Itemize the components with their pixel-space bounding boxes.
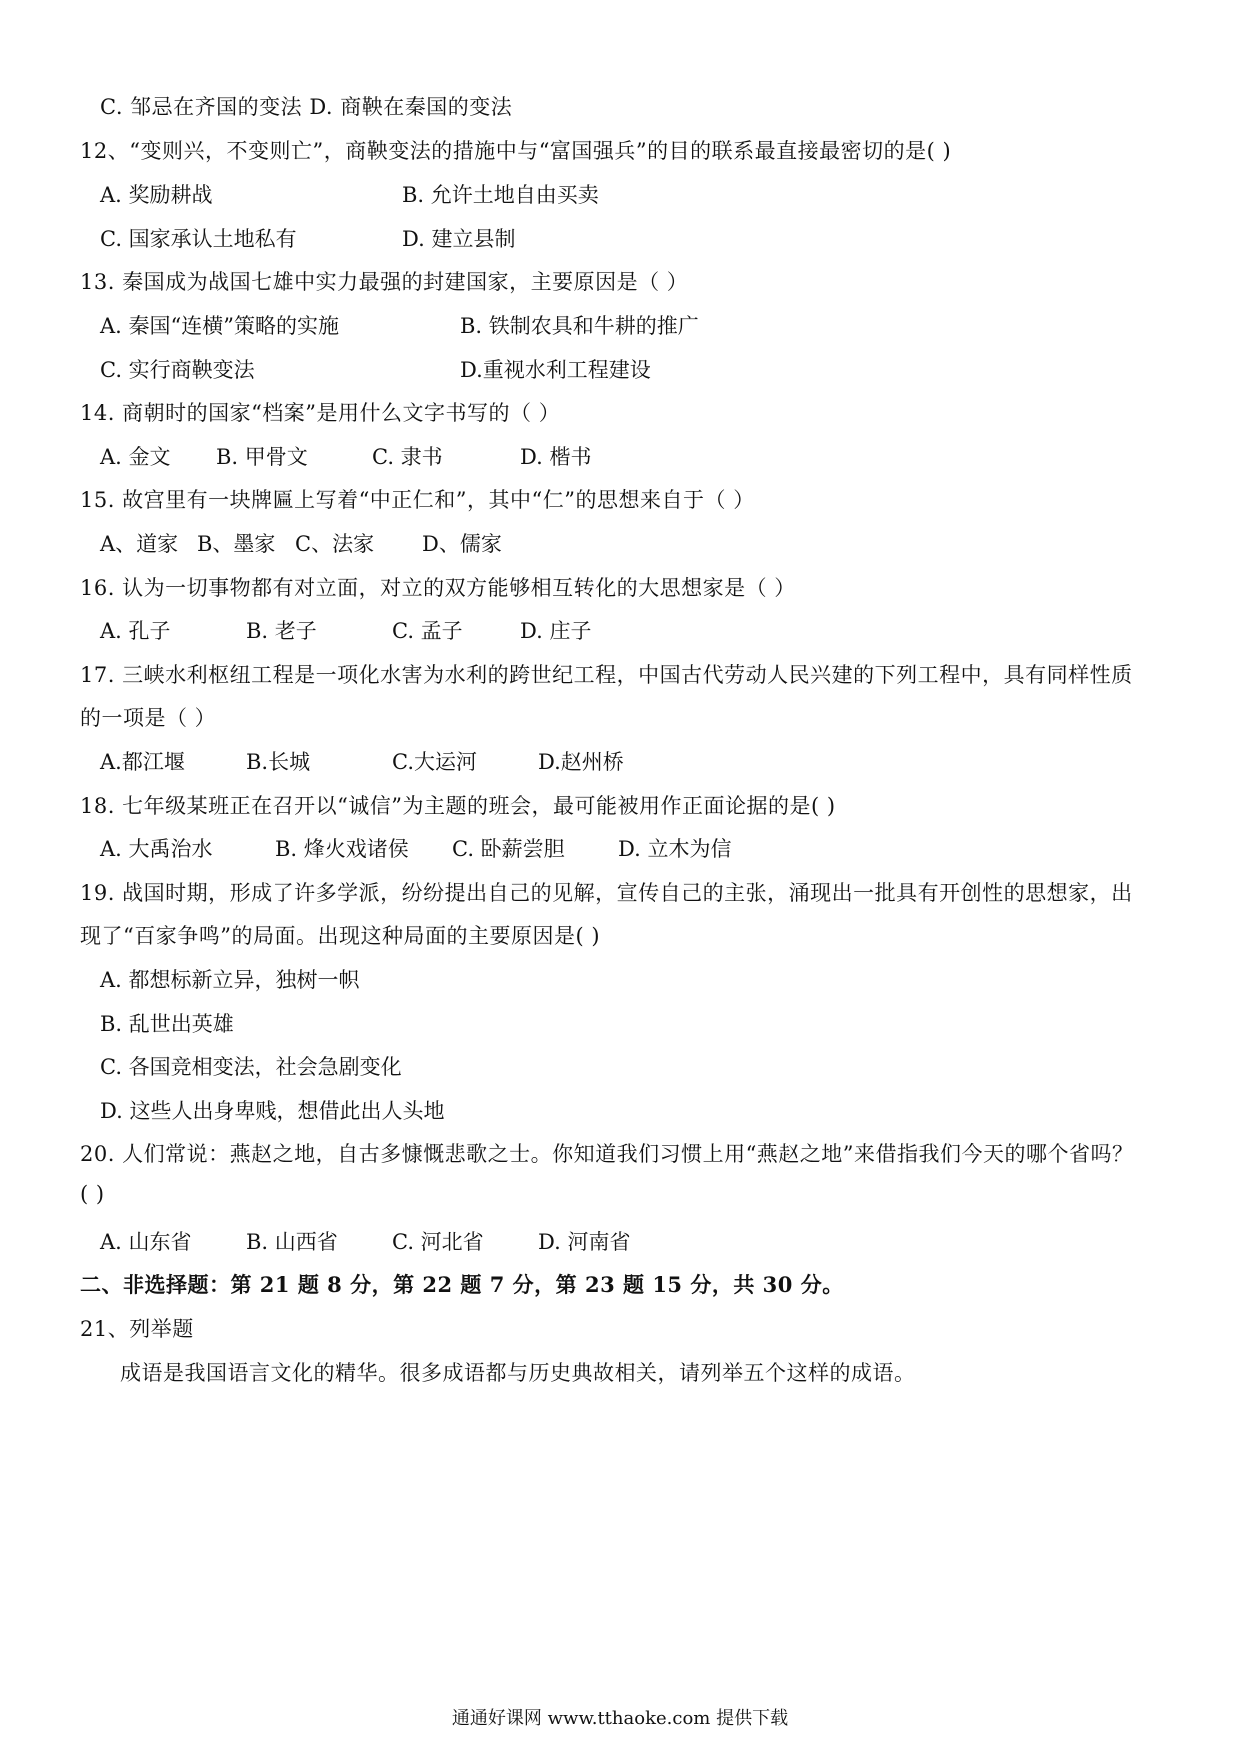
question-20: 20. 人们常说：燕赵之地，自古多慷慨悲歌之士。你知道我们习惯上用“燕赵之地”来借指我们今天的哪个省吗？ xyxy=(80,1142,1134,1166)
q13-option-a: A. 秦国“连横”策略的实施 xyxy=(100,314,339,338)
q19-option-c: C. 各国竞相变法，社会急剧变化 xyxy=(100,1055,402,1079)
q16-option-d: D. 庄子 xyxy=(520,619,592,643)
q14-option-d: D. 楷书 xyxy=(520,445,592,469)
q11-options-cd: C. 邹忌在齐国的变法 D. 商鞅在秦国的变法 xyxy=(100,95,513,119)
q20-option-d: D. 河南省 xyxy=(538,1230,631,1254)
q15-option-a: A、道家 xyxy=(100,532,179,556)
q12-option-d: D. 建立县制 xyxy=(402,227,516,251)
q18-option-c: C. 卧薪尝胆 xyxy=(452,837,565,861)
q14-option-c: C. 隶书 xyxy=(372,445,443,469)
question-19-cont: 现了“百家争鸣”的局面。出现这种局面的主要原因是( ) xyxy=(80,924,601,948)
q12-option-a: A. 奖励耕战 xyxy=(100,183,213,207)
q17-option-a: A.都江堰 xyxy=(100,750,185,774)
q13-option-b: B. 铁制农具和牛耕的推广 xyxy=(460,314,699,338)
q19-option-d: D. 这些人出身卑贱，想借此出人头地 xyxy=(100,1099,445,1123)
question-12: 12、“变则兴，不变则亡”，商鞅变法的措施中与“富国强兵”的目的联系最直接最密切的是( ) xyxy=(80,139,952,163)
question-13: 13. 秦国成为战国七雄中实力最强的封建国家，主要原因是（ ） xyxy=(80,270,689,294)
q12-option-c: C. 国家承认土地私有 xyxy=(100,227,297,251)
q13-option-d: D.重视水利工程建设 xyxy=(460,358,651,382)
q16-option-a: A. 孔子 xyxy=(100,619,171,643)
q16-option-b: B. 老子 xyxy=(246,619,317,643)
question-15: 15. 故宫里有一块牌匾上写着“中正仁和”，其中“仁”的思想来自于（ ） xyxy=(80,488,755,512)
q14-option-a: A. 金文 xyxy=(100,445,171,469)
question-14: 14. 商朝时的国家“档案”是用什么文字书写的（ ） xyxy=(80,401,561,425)
q17-option-c: C.大运河 xyxy=(392,750,477,774)
section-2-heading: 二、非选择题：第 21 题 8 分，第 22 题 7 分，第 23 题 15 分，共 30 分。 xyxy=(80,1272,844,1297)
q20-option-b: B. 山西省 xyxy=(246,1230,338,1254)
q12-option-b: B. 允许土地自由买卖 xyxy=(402,183,599,207)
q20-option-a: A. 山东省 xyxy=(100,1230,192,1254)
page-footer: 通通好课网 www.tthaoke.com 提供下载 xyxy=(451,1708,789,1729)
q15-option-b: B、墨家 xyxy=(197,532,276,556)
q18-option-b: B. 烽火戏诸侯 xyxy=(275,837,409,861)
q15-option-d: D、儒家 xyxy=(422,532,502,556)
question-21: 21、列举题 xyxy=(80,1317,194,1341)
question-20-cont: ( ) xyxy=(80,1182,105,1206)
question-19: 19. 战国时期，形成了许多学派，纷纷提出自己的见解，宣传自己的主张，涌现出一批具有开创性的思想家，出 xyxy=(80,881,1133,905)
question-18: 18. 七年级某班正在召开以“诚信”为主题的班会，最可能被用作正面论据的是( ) xyxy=(80,794,836,818)
q13-option-c: C. 实行商鞅变法 xyxy=(100,358,255,382)
question-17-cont: 的一项是（ ） xyxy=(80,706,217,730)
q20-option-c: C. 河北省 xyxy=(392,1230,484,1254)
question-21-body: 成语是我国语言文化的精华。很多成语都与历史典故相关，请列举五个这样的成语。 xyxy=(120,1361,916,1385)
q18-option-d: D. 立木为信 xyxy=(618,837,732,861)
q14-option-b: B. 甲骨文 xyxy=(216,445,308,469)
q18-option-a: A. 大禹治水 xyxy=(100,837,213,861)
q16-option-c: C. 孟子 xyxy=(392,619,463,643)
question-16: 16. 认为一切事物都有对立面，对立的双方能够相互转化的大思想家是（ ） xyxy=(80,576,796,600)
question-17: 17. 三峡水利枢纽工程是一项化水害为水利的跨世纪工程，中国古代劳动人民兴建的下列工程中，具有同样性质 xyxy=(80,663,1133,687)
q15-option-c: C、法家 xyxy=(295,532,375,556)
q17-option-d: D.赵州桥 xyxy=(538,750,624,774)
q19-option-a: A. 都想标新立异，独树一帜 xyxy=(100,968,360,992)
q19-option-b: B. 乱世出英雄 xyxy=(100,1012,234,1036)
q17-option-b: B.长城 xyxy=(246,750,311,774)
